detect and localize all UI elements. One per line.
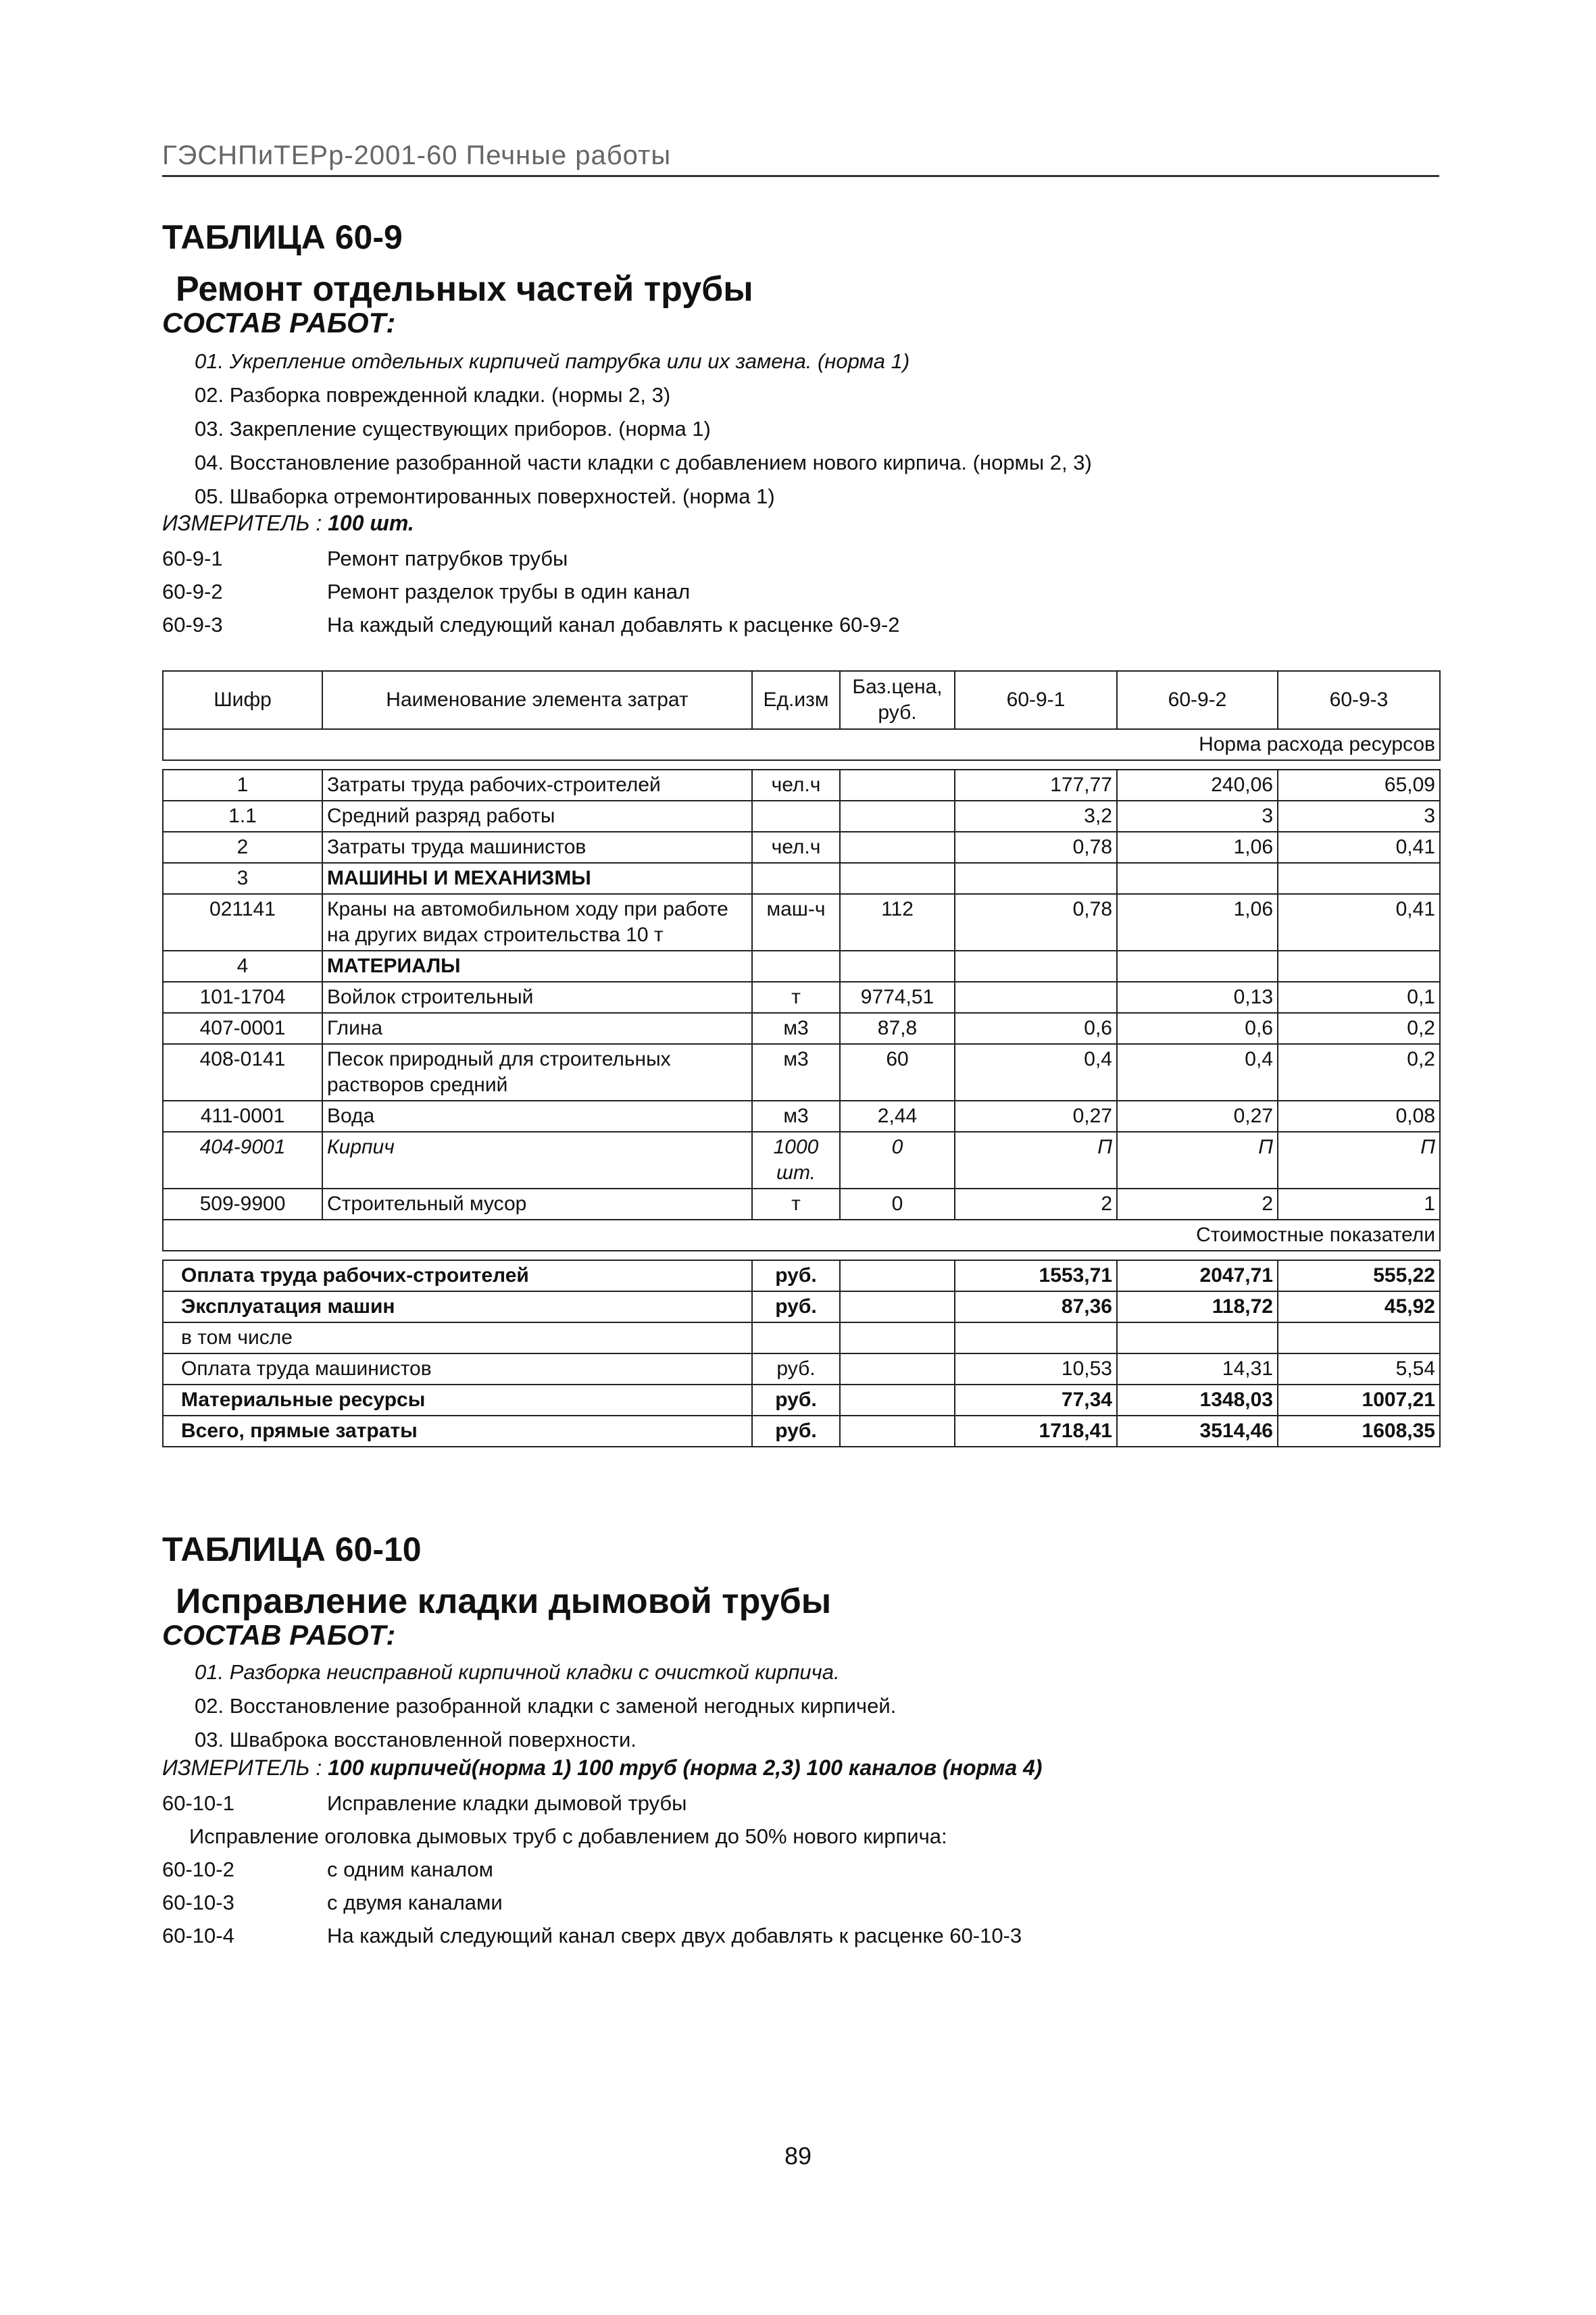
code-row (162, 1919, 1022, 1952)
cell-code: 1 (163, 770, 322, 801)
cell-value: 0,78 (955, 832, 1117, 863)
code-name: Ремонт разделок трубы в один канал (327, 580, 691, 603)
table-section-row (163, 863, 1440, 894)
code-name: На каждый следующий канал сверх двух добавлять к расценке 60-10-3 (327, 1924, 1022, 1947)
cell-value: 3 (1278, 801, 1440, 832)
cell-unit: маш-ч (752, 894, 840, 951)
code-name: Исправление кладки дымовой трубы (327, 1791, 687, 1815)
group-line: Исправление оголовка дымовых труб с добавлением до 50% нового кирпича: (189, 1824, 947, 1848)
summary-price (840, 1416, 955, 1447)
cell-code: 2 (163, 832, 322, 863)
table-60-9-title: ТАБЛИЦА 60-9 (162, 218, 403, 256)
work-item: 05. Шваборка отремонтированных поверхностей. (норма 1) (195, 484, 775, 508)
work-item: 03. Закрепление существующих приборов. (норма 1) (195, 417, 711, 441)
summary-value: 77,34 (955, 1385, 1117, 1416)
cell-price (840, 863, 955, 894)
cell-value: 0,78 (955, 894, 1117, 951)
spacer (163, 1251, 1440, 1260)
cell-unit: т (752, 982, 840, 1013)
code-row (162, 1787, 1022, 1820)
cell-name: Затраты труда машинистов (322, 832, 752, 863)
col-header: Баз.цена, руб. (840, 671, 955, 729)
summary-label: Всего, прямые затраты (163, 1416, 752, 1447)
code: 60-10-1 (162, 1791, 234, 1815)
work-list (195, 345, 1092, 514)
summary-value: 5,54 (1278, 1353, 1440, 1385)
cell-value: 0,2 (1278, 1044, 1440, 1101)
cell-unit: т (752, 1189, 840, 1220)
summary-label: Оплата труда рабочих-строителей (163, 1260, 752, 1291)
summary-unit: руб. (752, 1385, 840, 1416)
work-item: 02. Разборка поврежденной кладки. (нормы 2, 3) (195, 383, 671, 407)
cell-price: 60 (840, 1044, 955, 1101)
summary-row (163, 1385, 1440, 1416)
cell-value: 0,08 (1278, 1101, 1440, 1132)
col-header: Ед.изм (752, 671, 840, 729)
summary-value: 555,22 (1278, 1260, 1440, 1291)
cell-unit (752, 801, 840, 832)
table-row (163, 982, 1440, 1013)
table-row (163, 832, 1440, 863)
code: 60-10-3 (162, 1891, 234, 1914)
cell-value (1278, 863, 1440, 894)
resource-table (162, 670, 1441, 1447)
cell-value: 240,06 (1117, 770, 1278, 801)
summary-price (840, 1385, 955, 1416)
summary-value: 1007,21 (1278, 1385, 1440, 1416)
table-60-10-subtitle: Исправление кладки дымовой трубы (176, 1582, 832, 1621)
cell-unit: м3 (752, 1013, 840, 1044)
cell-value: 0,1 (1278, 982, 1440, 1013)
cell-value: 0,6 (955, 1013, 1117, 1044)
summary-price (840, 1260, 955, 1291)
summary-value: 1348,03 (1117, 1385, 1278, 1416)
cell-price: 2,44 (840, 1101, 955, 1132)
code-list (162, 542, 900, 641)
code-row (162, 1886, 1022, 1919)
spacer-row (163, 760, 1440, 770)
summary-value: 1718,41 (955, 1416, 1117, 1447)
cell-value: 177,77 (955, 770, 1117, 801)
norm-header: Норма расхода ресурсов (163, 729, 1440, 760)
cell-value: П (1117, 1132, 1278, 1189)
table-header-row (163, 671, 1440, 729)
table-row (163, 1044, 1440, 1101)
summary-unit: руб. (752, 1416, 840, 1447)
code: 60-9-2 (162, 580, 223, 603)
col-header: 60-9-1 (955, 671, 1117, 729)
summary-value (1278, 1322, 1440, 1353)
cell-code: 509-9900 (163, 1189, 322, 1220)
code-name: с двумя каналами (327, 1891, 503, 1914)
summary-value (1117, 1322, 1278, 1353)
summary-label: Материальные ресурсы (163, 1385, 752, 1416)
code: 60-9-1 (162, 547, 223, 570)
cell-price: 9774,51 (840, 982, 955, 1013)
summary-row (163, 1353, 1440, 1385)
cell-code: 411-0001 (163, 1101, 322, 1132)
summary-value: 3514,46 (1117, 1416, 1278, 1447)
cost-header-row (163, 1220, 1440, 1251)
meter-line (162, 1756, 1042, 1781)
cell-name: Вода (322, 1101, 752, 1132)
cell-value: 0,27 (955, 1101, 1117, 1132)
summary-label: в том числе (163, 1322, 752, 1353)
cell-price (840, 832, 955, 863)
cell-name: Строительный мусор (322, 1189, 752, 1220)
summary-label: Оплата труда машинистов (163, 1353, 752, 1385)
section-title: МАШИНЫ И МЕХАНИЗМЫ (322, 863, 752, 894)
summary-label: Эксплуатация машин (163, 1291, 752, 1322)
spacer (163, 760, 1440, 770)
cell-name: Кирпич (322, 1132, 752, 1189)
col-header: Шифр (163, 671, 322, 729)
cell-value (955, 951, 1117, 982)
cell-value: П (1278, 1132, 1440, 1189)
col-header: 60-9-2 (1117, 671, 1278, 729)
cell-code: 408-0141 (163, 1044, 322, 1101)
cell-unit (752, 951, 840, 982)
summary-value: 1608,35 (1278, 1416, 1440, 1447)
code-name: На каждый следующий канал добавлять к расценке 60-9-2 (327, 613, 900, 637)
work-list (195, 1656, 896, 1757)
summary-row (163, 1322, 1440, 1353)
cell-value: 0,6 (1117, 1013, 1278, 1044)
cell-name: Средний разряд работы (322, 801, 752, 832)
cell-code: 101-1704 (163, 982, 322, 1013)
cell-value: 0,41 (1278, 832, 1440, 863)
cell-price: 0 (840, 1132, 955, 1189)
code-row (162, 1853, 1022, 1886)
cell-unit (752, 863, 840, 894)
cell-name: Песок природный для строительных растворов средний (322, 1044, 752, 1101)
table-section-row (163, 951, 1440, 982)
cell-value: 2 (955, 1189, 1117, 1220)
spacer-row (163, 1251, 1440, 1260)
cell-unit: чел.ч (752, 770, 840, 801)
cell-value (1117, 863, 1278, 894)
meter-value: 100 кирпичей(норма 1) 100 труб (норма 2,3) 100 каналов (норма 4) (328, 1756, 1043, 1780)
composition-label: СОСТАВ РАБОТ: (162, 307, 396, 339)
cell-value: 0,13 (1117, 982, 1278, 1013)
summary-value: 2047,71 (1117, 1260, 1278, 1291)
cell-unit: 1000 шт. (752, 1132, 840, 1189)
summary-unit: руб. (752, 1260, 840, 1291)
meter-label: ИЗМЕРИТЕЛЬ : (162, 1756, 322, 1780)
code-name: Ремонт патрубков трубы (327, 547, 568, 570)
cell-unit: м3 (752, 1101, 840, 1132)
work-item: 01. Разборка неисправной кирпичной кладки с очисткой кирпича. (195, 1660, 840, 1684)
summary-price (840, 1322, 955, 1353)
summary-value: 118,72 (1117, 1291, 1278, 1322)
cell-value (1278, 951, 1440, 982)
cell-price (840, 951, 955, 982)
code-list (162, 1787, 1022, 1952)
summary-unit: руб. (752, 1353, 840, 1385)
work-item: 04. Восстановление разобранной части кладки с добавлением нового кирпича. (нормы 2, 3) (195, 451, 1092, 474)
cell-code: 4 (163, 951, 322, 982)
cell-value: 3 (1117, 801, 1278, 832)
meter-line (162, 511, 414, 536)
cell-code: 1.1 (163, 801, 322, 832)
summary-value: 87,36 (955, 1291, 1117, 1322)
cell-value: 0,2 (1278, 1013, 1440, 1044)
cell-name: Краны на автомобильном ходу при работе на других видах строительства 10 т (322, 894, 752, 951)
cell-code: 404-9001 (163, 1132, 322, 1189)
cell-value (955, 982, 1117, 1013)
table-row (163, 1101, 1440, 1132)
summary-price (840, 1353, 955, 1385)
work-item: 01. Укрепление отдельных кирпичей патрубка или их замена. (норма 1) (195, 349, 910, 373)
summary-value (955, 1322, 1117, 1353)
code-row (162, 542, 900, 575)
table-60-9-subtitle: Ремонт отдельных частей трубы (176, 270, 753, 309)
summary-row (163, 1260, 1440, 1291)
cell-value: 2 (1117, 1189, 1278, 1220)
cell-name: Войлок строительный (322, 982, 752, 1013)
cell-value: 3,2 (955, 801, 1117, 832)
cell-value: 1,06 (1117, 832, 1278, 863)
cell-value: 1 (1278, 1189, 1440, 1220)
cell-price: 0 (840, 1189, 955, 1220)
cell-value: 0,4 (955, 1044, 1117, 1101)
cell-value: 0,27 (1117, 1101, 1278, 1132)
summary-value: 45,92 (1278, 1291, 1440, 1322)
table-row (163, 1013, 1440, 1044)
summary-row (163, 1416, 1440, 1447)
group-line-row (162, 1820, 1022, 1853)
cell-price (840, 770, 955, 801)
table-row (163, 894, 1440, 951)
summary-unit: руб. (752, 1291, 840, 1322)
meter-value: 100 шт. (328, 511, 414, 535)
table-60-10-title: ТАБЛИЦА 60-10 (162, 1530, 422, 1568)
col-header: 60-9-3 (1278, 671, 1440, 729)
cell-value: 0,4 (1117, 1044, 1278, 1101)
composition-label: СОСТАВ РАБОТ: (162, 1619, 396, 1651)
code-name: с одним каналом (327, 1858, 493, 1881)
cell-value: 0,41 (1278, 894, 1440, 951)
cell-value: 1,06 (1117, 894, 1278, 951)
table-row (163, 1189, 1440, 1220)
summary-price (840, 1291, 955, 1322)
cell-name: Затраты труда рабочих-строителей (322, 770, 752, 801)
cell-value: 65,09 (1278, 770, 1440, 801)
summary-unit (752, 1322, 840, 1353)
code: 60-10-4 (162, 1924, 234, 1947)
summary-value: 10,53 (955, 1353, 1117, 1385)
cell-name: Глина (322, 1013, 752, 1044)
cell-code: 021141 (163, 894, 322, 951)
meter-label: ИЗМЕРИТЕЛЬ : (162, 511, 322, 535)
code-row (162, 608, 900, 641)
cell-value (1117, 951, 1278, 982)
work-item: 03. Шваброка восстановленной поверхности. (195, 1728, 637, 1751)
code: 60-10-2 (162, 1858, 234, 1881)
norm-header-row (163, 729, 1440, 760)
cell-price: 112 (840, 894, 955, 951)
cell-unit: чел.ч (752, 832, 840, 863)
code: 60-9-3 (162, 613, 223, 637)
code-row (162, 575, 900, 608)
cell-code: 3 (163, 863, 322, 894)
table-row (163, 801, 1440, 832)
cost-header: Стоимостные показатели (163, 1220, 1440, 1251)
cell-price (840, 801, 955, 832)
col-header: Наименование элемента затрат (322, 671, 752, 729)
summary-row (163, 1291, 1440, 1322)
cell-unit: м3 (752, 1044, 840, 1101)
summary-value: 14,31 (1117, 1353, 1278, 1385)
summary-value: 1553,71 (955, 1260, 1117, 1291)
cell-price: 87,8 (840, 1013, 955, 1044)
table-row (163, 1132, 1440, 1189)
running-header: ГЭСНПиТЕРр-2001-60 Печные работы (162, 141, 1439, 177)
table-row (163, 770, 1440, 801)
cell-code: 407-0001 (163, 1013, 322, 1044)
work-item: 02. Восстановление разобранной кладки с заменой негодных кирпичей. (195, 1694, 897, 1718)
cell-value (955, 863, 1117, 894)
page-number: 89 (784, 2142, 812, 2170)
cell-value: П (955, 1132, 1117, 1189)
section-title: МАТЕРИАЛЫ (322, 951, 752, 982)
